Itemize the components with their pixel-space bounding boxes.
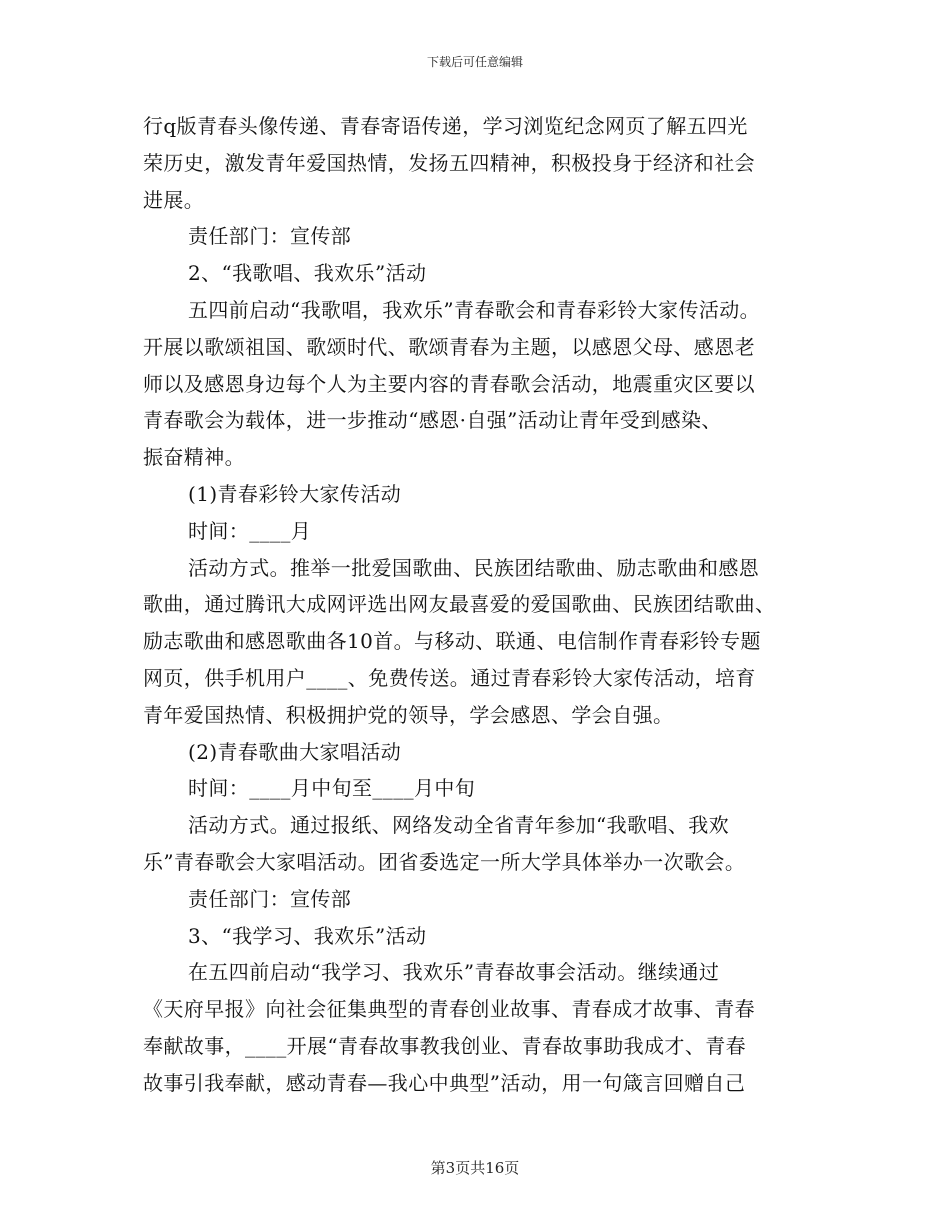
text-line: 《天府早报》向社会征集典型的青春创业故事、青春成才故事、青春 xyxy=(143,997,755,1022)
text-line: 活动方式。推举一批爱国歌曲、民族团结歌曲、励志歌曲和感恩 xyxy=(188,555,760,580)
text-line: 故事引我奉献，感动青春—我心中典型”活动，用一句箴言回赠自己 xyxy=(143,1070,746,1095)
text-line: 开展以歌颂祖国、歌颂时代、歌颂青春为主题，以感恩父母、感恩老 xyxy=(143,334,755,359)
document-body xyxy=(143,108,808,1102)
page-header: 下载后可任意编辑 xyxy=(426,55,523,69)
text-line: 网页，供手机用户____、免费传送。通过青春彩铃大家传活动，培育 xyxy=(143,665,756,690)
text-line: 五四前启动“我歌唱，我欢乐”青春歌会和青春彩铃大家传活动。 xyxy=(188,297,761,322)
page-footer: 第3页共16页 xyxy=(430,1159,520,1177)
text-line: 责任部门：宣传部 xyxy=(188,224,352,249)
text-line: 青春歌会为载体，进一步推动“感恩·自强”活动让青年受到感染、 xyxy=(143,408,722,433)
text-line: 乐”青春歌会大家唱活动。团省委选定一所大学具体举办一次歌会。 xyxy=(143,849,746,874)
text-line: 奉献故事，____开展“青春故事教我创业、青春故事助我成才、青春 xyxy=(143,1033,747,1058)
text-line: 行q版青春头像传递、青春寄语传递，学习浏览纪念网页了解五四光 xyxy=(143,114,748,138)
text-line: 荣历史，激发青年爱国热情，发扬五四精神，积极投身于经济和社会 xyxy=(143,150,755,175)
text-line: 活动方式。通过报纸、网络发动全省青年参加“我歌唱、我欢 xyxy=(188,813,730,838)
text-line: 在五四前启动“我学习、我欢乐”青春故事会活动。继续通过 xyxy=(188,960,720,985)
text-line: 师以及感恩身边每个人为主要内容的青春歌会活动，地震重灾区要以 xyxy=(143,371,755,396)
text-line: 歌曲，通过腾讯大成网评选出网友最喜爱的爱国歌曲、民族团结歌曲、 xyxy=(143,592,776,617)
text-line: 进展。 xyxy=(143,187,205,212)
section-heading: 2、“我歌唱、我欢乐”活动 xyxy=(188,261,427,286)
subsection-heading: (2)青春歌曲大家唱活动 xyxy=(188,739,402,764)
text-line: 责任部门：宣传部 xyxy=(188,886,352,911)
subsection-heading: (1)青春彩铃大家传活动 xyxy=(188,481,402,506)
text-line: 时间：____月 xyxy=(188,518,312,543)
text-line: 振奋精神。 xyxy=(143,445,245,470)
text-line: 时间：____月中旬至____月中旬 xyxy=(188,776,476,801)
section-heading: 3、“我学习、我欢乐”活动 xyxy=(188,923,427,948)
text-line: 青年爱国热情、积极拥护党的领导，学会感恩、学会自强。 xyxy=(143,702,674,727)
text-line: 励志歌曲和感恩歌曲各10首。与移动、联通、电信制作青春彩铃专题 xyxy=(143,629,761,654)
